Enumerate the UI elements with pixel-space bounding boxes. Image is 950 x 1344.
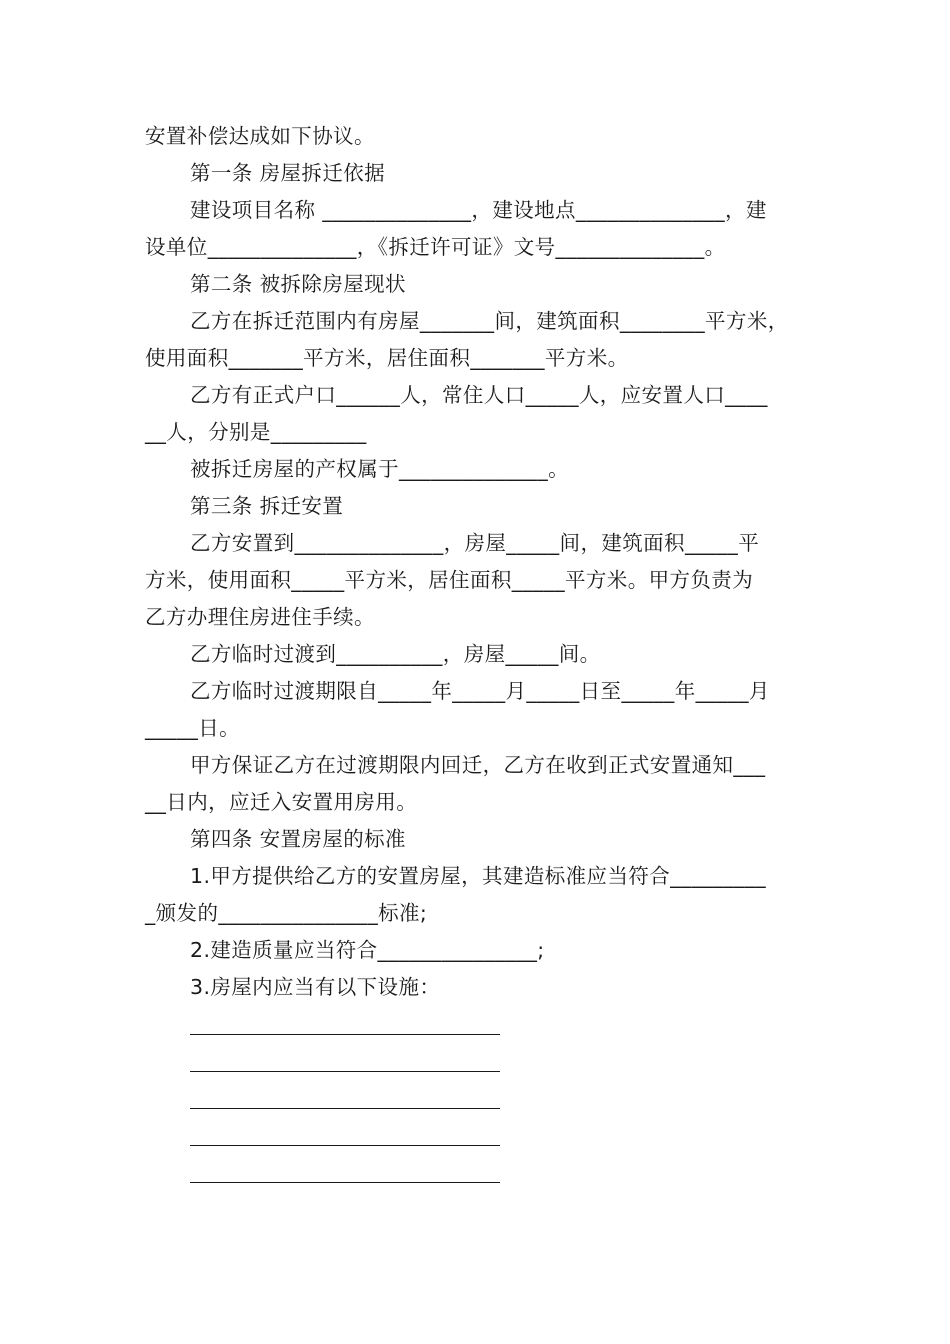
article-1-heading: 第一条 房屋拆迁依据: [190, 161, 386, 185]
blank-rule: [190, 1034, 500, 1035]
text-line: 2.建造质量应当符合_______________;: [190, 938, 545, 962]
blank-rule: [190, 1108, 500, 1109]
text-line: 设单位______________，《拆迁许可证》文号______________。: [145, 235, 726, 259]
fill-in-line: [145, 1006, 810, 1043]
text-line: 使用面积_______平方米，居住面积_______平方米。: [145, 346, 629, 370]
article-4-heading: 第四条 安置房屋的标准: [190, 827, 406, 851]
fill-in-line: [145, 1080, 810, 1117]
text-line: 1.甲方提供给乙方的安置房屋，其建造标准应当符合_________: [190, 864, 767, 888]
text-line: 乙方有正式户口______人，常住人口_____人，应安置人口____: [190, 383, 768, 407]
text-line: 建设项目名称 ______________，建设地点______________，建: [190, 198, 767, 222]
text-line: 乙方安置到______________，房屋_____间，建筑面积_____平: [190, 531, 760, 555]
text-line: 3.房屋内应当有以下设施：: [190, 975, 441, 999]
fill-in-line: [145, 1154, 810, 1191]
article-2-heading: 第二条 被拆除房屋现状: [190, 272, 406, 296]
fill-in-line: [145, 1117, 810, 1154]
document-body: [145, 118, 810, 1191]
blank-rule: [190, 1182, 500, 1183]
text-line: 乙方临时过渡期限自_____年_____月_____日至_____年_____月: [190, 679, 770, 703]
text-line: __人，分别是_________: [145, 420, 367, 444]
text-line: 乙方临时过渡到__________，房屋_____间。: [190, 642, 601, 666]
text-line: 甲方保证乙方在过渡期限内回迁，乙方在收到正式安置通知___: [190, 753, 766, 777]
text-line: 安置补偿达成如下协议。: [145, 124, 375, 148]
blank-rule: [190, 1071, 500, 1072]
fill-in-line: [145, 1043, 810, 1080]
article-3-heading: 第三条 拆迁安置: [190, 494, 344, 518]
text-line: 乙方办理住房进住手续。: [145, 605, 375, 629]
text-line: 被拆迁房屋的产权属于______________。: [190, 457, 569, 481]
text-line: _____日。: [145, 716, 241, 740]
text-line: __日内，应迁入安置用房用。: [145, 790, 418, 814]
blank-rule: [190, 1145, 500, 1146]
text-line: _颁发的_______________标准;: [145, 901, 428, 925]
text-line: 方米，使用面积_____平方米，居住面积_____平方米。甲方负责为: [145, 568, 754, 592]
text-line: 乙方在拆迁范围内有房屋_______间，建筑面积________平方米，: [190, 309, 789, 333]
